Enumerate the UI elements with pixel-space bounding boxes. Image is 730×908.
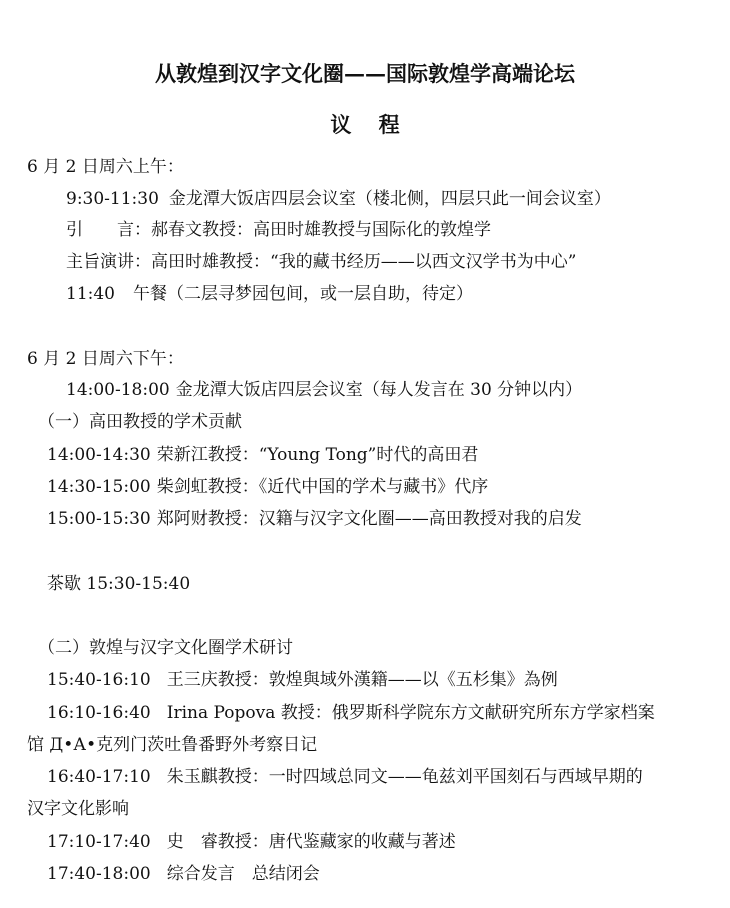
item-text: 郑阿财教授：汉籍与汉字文化圈——高田教授对我的启发 — [156, 509, 582, 529]
item-label: 主旨演讲： — [66, 252, 151, 272]
item-time: 11:40 — [66, 284, 115, 304]
agenda-item — [47, 507, 582, 531]
item-time: 9:30-11:30 — [66, 189, 159, 209]
item-text: 高田时雄教授：“我的藏书经历——以西文汉学书为中心” — [151, 252, 577, 272]
item-time: 16:10-16:40 — [47, 703, 151, 723]
item-text: 王三庆教授：敦煌與域外漢籍——以《五杉集》為例 — [166, 670, 558, 690]
afternoon-date: 6 月 2 日周六下午： — [27, 349, 184, 369]
agenda-item — [47, 701, 655, 725]
agenda-item — [66, 218, 491, 242]
agenda-item — [66, 250, 576, 274]
agenda-item — [47, 475, 488, 499]
item-text: 郝春文教授：高田时雄教授与国际化的敦煌学 — [151, 220, 491, 240]
item-text: 柴剑虹教授：《近代中国的学术与藏书》代序 — [156, 477, 489, 497]
item-time: 15:40-16:10 — [47, 670, 151, 690]
item-text: 朱玉麒教授：一时四域总同文——龟兹刘平国刻石与西域早期的 — [166, 767, 643, 787]
item-continuation: 馆 Д•А•克列门茨吐鲁番野外考察日记 — [27, 735, 318, 755]
item-time: 14:00-14:30 — [47, 445, 151, 465]
agenda-item — [66, 187, 611, 211]
agenda-item — [47, 443, 478, 467]
agenda-item — [47, 862, 320, 886]
item-text: 午餐（二层寻梦园包间，或一层自助，待定） — [133, 284, 473, 304]
morning-date: 6 月 2 日周六上午： — [27, 157, 184, 177]
item-text: 金龙潭大饭店四层会议室（楼北侧，四层只此一间会议室） — [168, 189, 611, 209]
item-text: 荣新江教授：“Young Tong”时代的高田君 — [156, 445, 479, 465]
item-time: 17:40-18:00 — [47, 864, 151, 884]
section-heading: （一）高田教授的学术贡献 — [38, 412, 242, 432]
agenda-item — [47, 765, 643, 789]
item-text: Irina Popova 教授：俄罗斯科学院东方文献研究所东方学家档案 — [166, 703, 655, 723]
item-continuation: 汉字文化影响 — [27, 799, 129, 819]
agenda-item — [66, 378, 582, 402]
item-time: 17:10-17:40 — [47, 832, 151, 852]
tea-break: 茶歇 15:30-15:40 — [47, 574, 191, 594]
item-text: 史 睿教授：唐代鉴藏家的收藏与著述 — [166, 832, 456, 852]
item-text: 金龙潭大饭店四层会议室（每人发言在 30 分钟以内） — [175, 380, 583, 400]
item-label: 引 言： — [66, 220, 151, 240]
item-text: 综合发言 总结闭会 — [166, 864, 320, 884]
document-subtitle: 议 程 — [330, 112, 410, 137]
item-time: 14:30-15:00 — [47, 477, 151, 497]
agenda-item — [66, 282, 473, 306]
item-time: 14:00-18:00 — [66, 380, 170, 400]
document-title: 从敦煌到汉字文化圈——国际敦煌学高端论坛 — [155, 61, 575, 86]
item-time: 16:40-17:10 — [47, 767, 151, 787]
agenda-item — [47, 668, 558, 692]
agenda-item — [47, 830, 456, 854]
section-heading: （二）敦煌与汉字文化圈学术研讨 — [38, 638, 293, 658]
item-time: 15:00-15:30 — [47, 509, 151, 529]
